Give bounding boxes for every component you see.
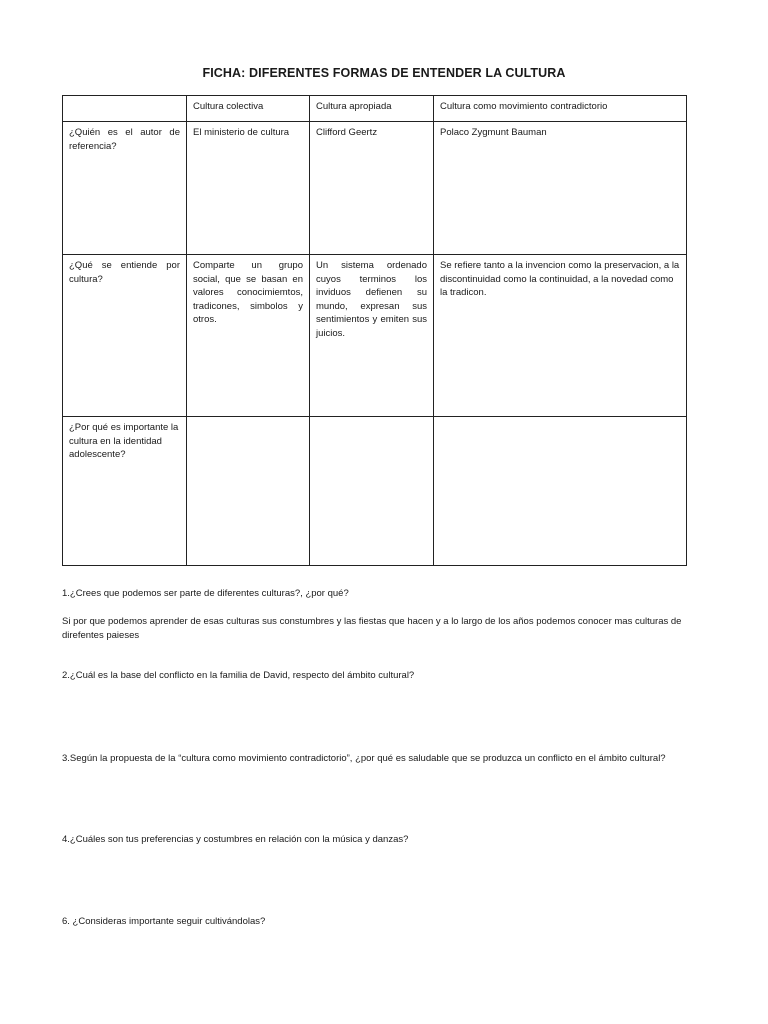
- table-cell: Comparte un grupo social, que se basan en valores conocimiemtos, tradicones, simbolos y otros.: [187, 255, 310, 417]
- row-question-cell: ¿Qué se entiende por cultura?: [63, 255, 187, 417]
- row-question-cell: ¿Quién es el autor de referencia?: [63, 122, 187, 255]
- question-6: 6. ¿Consideras importante seguir cultivándolas?: [62, 916, 266, 927]
- table-cell: Se refiere tanto a la invencion como la preservacion, a la discontinuidad como la continuidad, a la novedad como la tradicon.: [434, 255, 687, 417]
- table-header-cell: Cultura colectiva: [187, 96, 310, 122]
- question-1: 1.¿Crees que podemos ser parte de diferentes culturas?, ¿por qué?: [62, 588, 349, 599]
- table-cell: Clifford Geertz: [310, 122, 434, 255]
- table-row: [63, 122, 687, 255]
- answer-1: Si por que podemos aprender de esas culturas sus constumbres y las fiestas que hacen y a lo largo de los años podemos conocer mas culturas de direfentes paieses: [62, 616, 682, 641]
- document-title: FICHA: DIFERENTES FORMAS DE ENTENDER LA CULTURA: [202, 66, 566, 80]
- table-cell: [187, 417, 310, 566]
- table-cell: [310, 417, 434, 566]
- table-header-cell: Cultura como movimiento contradictorio: [434, 96, 687, 122]
- table-header-cell: [63, 96, 187, 122]
- culture-comparison-table: [62, 95, 687, 566]
- question-4: 4.¿Cuáles son tus preferencias y costumbres en relación con la música y danzas?: [62, 834, 409, 845]
- table-header-cell: Cultura apropiada: [310, 96, 434, 122]
- row-question-cell: ¿Por qué es importante la cultura en la identidad adolescente?: [63, 417, 187, 566]
- table-row: [63, 255, 687, 417]
- table-row: [63, 417, 687, 566]
- question-2: 2.¿Cuál es la base del conflicto en la familia de David, respecto del ámbito cultural?: [62, 670, 415, 681]
- table-cell: El ministerio de cultura: [187, 122, 310, 255]
- question-3: 3.Según la propuesta de la “cultura como movimiento contradictorio”, ¿por qué es saludable que se produzca un conflicto en el ámbito cultural?: [62, 753, 666, 764]
- table-cell: [434, 417, 687, 566]
- table-cell: Polaco Zygmunt Bauman: [434, 122, 687, 255]
- table-header-row: [63, 96, 687, 122]
- table-cell: Un sistema ordenado cuyos terminos los inviduos defienen su mundo, expresan sus sentimientos y emiten sus juicios.: [310, 255, 434, 417]
